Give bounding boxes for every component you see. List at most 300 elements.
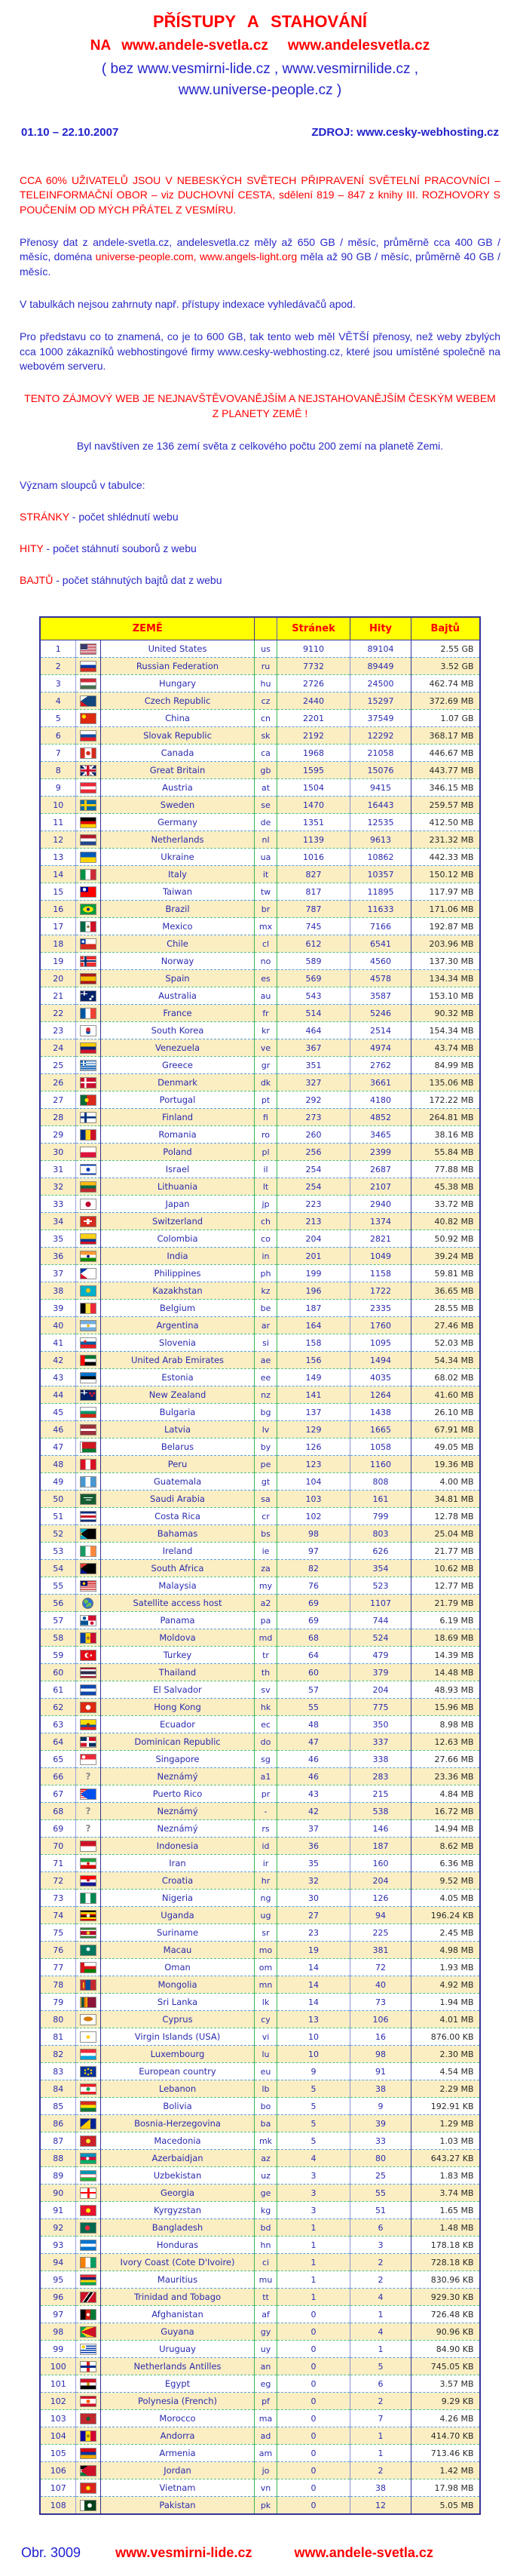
bytes-value: 1.29 MB [411, 2115, 480, 2132]
bytes-value: 6.36 MB [411, 1855, 480, 1872]
transfer-text-b: měla až 90 GB / měsíc, průměrně 40 GB / měsíc. [20, 250, 500, 278]
pages-value: 9 [277, 2063, 350, 2080]
hits-value: 33 [350, 2132, 411, 2150]
country-flag-icon [81, 1859, 96, 1868]
country-flag-icon [83, 1598, 93, 1608]
country-code: gb [255, 762, 277, 779]
table-row [40, 901, 479, 918]
country-code: kr [255, 1022, 277, 1039]
hits-value: 91 [350, 2063, 411, 2080]
hits-value: 215 [350, 1785, 411, 1803]
bytes-value: 830.96 KB [411, 2271, 480, 2289]
hits-value: 55 [350, 2185, 411, 2202]
pages-value: 0 [277, 2375, 350, 2393]
country-code: a2 [255, 1595, 277, 1612]
bytes-value: 1.83 MB [411, 2167, 480, 2185]
country-flag-icon [81, 1581, 96, 1591]
legend-term-bytes: BAJTŮ [20, 574, 54, 587]
country-code: si [255, 1334, 277, 1352]
table-row [40, 953, 479, 970]
rank-cell: 26 [40, 1074, 75, 1091]
rank-cell: 53 [40, 1543, 75, 1560]
bytes-value: 4.54 MB [411, 2063, 480, 2080]
country-code: th [255, 1664, 277, 1681]
country-code: es [255, 970, 277, 987]
rank-cell: 83 [40, 2063, 75, 2080]
hits-value: 1264 [350, 1386, 411, 1404]
hits-value: 2762 [350, 1057, 411, 1074]
country-code: bd [255, 2219, 277, 2237]
flag-cell [75, 1595, 100, 1612]
pages-value: 827 [277, 866, 350, 883]
country-flag-icon [81, 1564, 96, 1574]
country-code: do [255, 1733, 277, 1751]
flag-cell [75, 2254, 100, 2271]
table-row [40, 2254, 479, 2271]
country-name: Netherlands Antilles [100, 2358, 254, 2375]
flag-cell [75, 710, 100, 727]
hits-value: 204 [350, 1681, 411, 1699]
hits-value: 9415 [350, 779, 411, 797]
bytes-value: 84.90 KB [411, 2341, 480, 2358]
pages-value: 0 [277, 2341, 350, 2358]
table-row [40, 1057, 479, 1074]
country-flag-icon [81, 1303, 96, 1313]
table-row [40, 2479, 479, 2497]
country-name: Sweden [100, 797, 254, 814]
country-name: Armenia [100, 2445, 254, 2462]
country-name: Belgium [100, 1300, 254, 1317]
bytes-value: 3.74 MB [411, 2185, 480, 2202]
table-row [40, 710, 479, 727]
country-name: Macedonia [100, 2132, 254, 2150]
country-name: Saudi Arabia [100, 1491, 254, 1508]
pages-value: 1504 [277, 779, 350, 797]
pages-value: 37 [277, 1820, 350, 1838]
rank-cell: 46 [40, 1421, 75, 1438]
bytes-value: 4.00 MB [411, 1473, 480, 1491]
country-name: Greece [100, 1057, 254, 1074]
country-name: Venezuela [100, 1039, 254, 1057]
bytes-value: 23.36 MB [411, 1768, 480, 1785]
pages-value: 1351 [277, 814, 350, 831]
country-flag-icon [81, 1876, 96, 1886]
country-name: Andorra [100, 2427, 254, 2445]
country-name: Croatia [100, 1872, 254, 1890]
table-row [40, 1838, 479, 1855]
country-flag-icon [81, 1095, 96, 1105]
hits-value: 11633 [350, 901, 411, 918]
rank-cell: 70 [40, 1838, 75, 1855]
bytes-value: 4.26 MB [411, 2410, 480, 2427]
bytes-value: 259.57 MB [411, 797, 480, 814]
country-name: Afghanistan [100, 2306, 254, 2323]
flag-cell [75, 1890, 100, 1907]
table-row [40, 2115, 479, 2132]
hits-value: 9 [350, 2098, 411, 2115]
flag-cell [75, 2358, 100, 2375]
hits-value: 3587 [350, 987, 411, 1005]
flag-cell [75, 1005, 100, 1022]
country-code: mo [255, 1942, 277, 1959]
country-code: nz [255, 1386, 277, 1404]
country-flag-icon [81, 1945, 96, 1955]
table-row [40, 1577, 479, 1595]
country-flag-icon [81, 2067, 96, 2077]
hits-value: 9613 [350, 831, 411, 849]
country-flag-icon [81, 2414, 96, 2424]
bytes-value: 414.70 KB [411, 2427, 480, 2445]
excluded-sites-line2[interactable]: www.universe-people.cz ) [178, 81, 342, 98]
bytes-value: 14.94 MB [411, 1820, 480, 1838]
country-flag-icon [81, 766, 96, 775]
hits-value: 146 [350, 1820, 411, 1838]
bytes-value: 3.57 MB [411, 2375, 480, 2393]
pages-value: 82 [277, 1560, 350, 1577]
country-name: Argentina [100, 1317, 254, 1334]
flag-cell [75, 2462, 100, 2479]
country-flag-icon [81, 1963, 96, 1973]
country-name: Latvia [100, 1421, 254, 1438]
country-name: Uzbekistan [100, 2167, 254, 2185]
country-flag-icon [81, 939, 96, 949]
hits-value: 187 [350, 1838, 411, 1855]
rank-cell: 7 [40, 745, 75, 762]
country-name: Malaysia [100, 1577, 254, 1595]
flag-cell [75, 2237, 100, 2254]
country-code: mu [255, 2271, 277, 2289]
flag-cell [75, 2063, 100, 2080]
table-row [40, 918, 479, 935]
rank-cell: 79 [40, 1994, 75, 2011]
country-name: Sri Lanka [100, 1994, 254, 2011]
country-code: za [255, 1560, 277, 1577]
bytes-value: 26.10 MB [411, 1404, 480, 1421]
country-flag-icon [81, 1720, 96, 1730]
table-row [40, 1005, 479, 1022]
rank-cell: 47 [40, 1438, 75, 1456]
pages-value: 137 [277, 1404, 350, 1421]
country-flag-icon [81, 2327, 96, 2337]
flag-cell [75, 2150, 100, 2167]
transfer-domains[interactable]: universe-people.com, www.angels-light.org [95, 250, 298, 263]
flag-cell [75, 675, 100, 692]
country-name: Puerto Rico [100, 1785, 254, 1803]
country-name: Portugal [100, 1091, 254, 1109]
country-flag-icon [81, 1911, 96, 1920]
flag-cell [75, 1664, 100, 1681]
table-row [40, 1126, 479, 1144]
rank-cell: 44 [40, 1386, 75, 1404]
table-row [40, 1352, 479, 1369]
hits-value: 4 [350, 2289, 411, 2306]
country-flag-icon [81, 2102, 96, 2111]
country-code: hn [255, 2237, 277, 2254]
rank-cell: 5 [40, 710, 75, 727]
country-flag-icon [81, 2240, 96, 2250]
bytes-value: 18.69 MB [411, 1629, 480, 1647]
bytes-value: 178.18 KB [411, 2237, 480, 2254]
hits-value: 3 [350, 2237, 411, 2254]
rank-cell: 4 [40, 692, 75, 710]
country-code: ir [255, 1855, 277, 1872]
bytes-value: 4.92 MB [411, 1976, 480, 1994]
country-name: Kazakhstan [100, 1282, 254, 1300]
table-row [40, 2237, 479, 2254]
site-link-2[interactable]: www.andelesvetla.cz [287, 38, 430, 54]
hits-value: 2 [350, 2462, 411, 2479]
country-flag-icon [81, 1182, 96, 1192]
country-flag-icon [81, 1356, 96, 1365]
country-name: Philippines [100, 1265, 254, 1282]
flag-cell [75, 2375, 100, 2393]
country-code: lu [255, 2046, 277, 2063]
table-row [40, 1803, 479, 1820]
country-flag-icon [81, 974, 96, 984]
country-flag-icon [81, 2362, 96, 2372]
country-name: Egypt [100, 2375, 254, 2393]
pages-value: 204 [277, 1230, 350, 1248]
source-link[interactable]: ZDROJ: www.cesky-webhosting.cz [311, 126, 499, 140]
flag-cell [75, 1473, 100, 1491]
table-row [40, 1890, 479, 1907]
hits-value: 1 [350, 2306, 411, 2323]
table-row [40, 1300, 479, 1317]
flag-cell [75, 2341, 100, 2358]
page-title: PŘÍSTUPY A STAHOVÁNÍ [152, 12, 368, 31]
pages-value: 543 [277, 987, 350, 1005]
bytes-value: 728.18 KB [411, 2254, 480, 2271]
country-name: Neznámý [100, 1768, 254, 1785]
country-flag-icon [81, 644, 96, 654]
pages-value: 35 [277, 1855, 350, 1872]
pages-value: 43 [277, 1785, 350, 1803]
country-flag-icon [81, 800, 96, 810]
pages-value: 76 [277, 1577, 350, 1595]
hits-value: 381 [350, 1942, 411, 1959]
rank-cell: 72 [40, 1872, 75, 1890]
table-row [40, 2445, 479, 2462]
hits-value: 15297 [350, 692, 411, 710]
rank-cell: 18 [40, 935, 75, 953]
country-flag-icon [81, 1026, 96, 1036]
country-name: Switzerland [100, 1213, 254, 1230]
table-row [40, 2375, 479, 2393]
pages-value: 787 [277, 901, 350, 918]
hits-value: 80 [350, 2150, 411, 2167]
pages-value: 569 [277, 970, 350, 987]
flag-cell [75, 1438, 100, 1456]
hits-value: 73 [350, 1994, 411, 2011]
country-code: am [255, 2445, 277, 2462]
column-header-bytes: Bajtů [411, 617, 480, 640]
hits-value: 89449 [350, 658, 411, 675]
hits-value: 225 [350, 1924, 411, 1942]
country-name: Nigeria [100, 1890, 254, 1907]
hits-value: 3465 [350, 1126, 411, 1144]
rank-cell: 69 [40, 1820, 75, 1838]
country-code: de [255, 814, 277, 831]
country-code: uy [255, 2341, 277, 2358]
country-flag-icon [81, 1390, 96, 1400]
hits-value: 6 [350, 2375, 411, 2393]
pages-value: 14 [277, 1976, 350, 1994]
country-code: - [255, 1803, 277, 1820]
rank-cell: 40 [40, 1317, 75, 1334]
country-flag-icon [81, 2501, 96, 2510]
bytes-value: 5.05 MB [411, 2497, 480, 2515]
country-name: Brazil [100, 901, 254, 918]
rank-cell: 45 [40, 1404, 75, 1421]
hits-value: 338 [350, 1751, 411, 1768]
bytes-value: 36.65 MB [411, 1282, 480, 1300]
meta-row [21, 126, 499, 139]
table-row [40, 762, 479, 779]
hits-value: 775 [350, 1699, 411, 1716]
table-row [40, 1959, 479, 1976]
hits-value: 2687 [350, 1161, 411, 1178]
table-row [40, 1508, 479, 1525]
pages-value: 164 [277, 1317, 350, 1334]
country-code: fi [255, 1109, 277, 1126]
flag-cell [75, 1681, 100, 1699]
bytes-value: 1.65 MB [411, 2202, 480, 2219]
bytes-value: 8.98 MB [411, 1716, 480, 1733]
rank-cell: 88 [40, 2150, 75, 2167]
hits-value: 51 [350, 2202, 411, 2219]
bytes-value: 713.46 KB [411, 2445, 480, 2462]
pages-value: 327 [277, 1074, 350, 1091]
flag-cell [75, 1525, 100, 1543]
flag-cell [75, 1300, 100, 1317]
table-row [40, 1404, 479, 1421]
footer-link-2[interactable]: www.andele-svetla.cz [294, 2545, 433, 2561]
pages-value: 123 [277, 1456, 350, 1473]
country-flag-icon [81, 714, 96, 723]
rank-cell: 13 [40, 849, 75, 866]
rank-cell: 21 [40, 987, 75, 1005]
rank-cell: 12 [40, 831, 75, 849]
flag-cell [75, 918, 100, 935]
country-code: ci [255, 2254, 277, 2271]
pages-value: 2440 [277, 692, 350, 710]
pages-value: 745 [277, 918, 350, 935]
flag-cell [75, 1508, 100, 1525]
pages-value: 612 [277, 935, 350, 953]
bytes-value: 192.87 MB [411, 918, 480, 935]
country-flag-icon [81, 1685, 96, 1695]
country-name: Bolivia [100, 2098, 254, 2115]
table-row [40, 1907, 479, 1924]
hits-value: 106 [350, 2011, 411, 2028]
rank-cell: 43 [40, 1369, 75, 1386]
table-row [40, 692, 479, 710]
pages-value: 2726 [277, 675, 350, 692]
country-code: be [255, 1300, 277, 1317]
figure-label: Obr. 3009 [21, 2545, 81, 2561]
country-flag-icon [81, 2084, 96, 2094]
rank-cell: 33 [40, 1196, 75, 1213]
pages-value: 3 [277, 2202, 350, 2219]
table-header-row [40, 617, 479, 640]
table-row [40, 1543, 479, 1560]
pages-value: 69 [277, 1595, 350, 1612]
country-code: ad [255, 2427, 277, 2445]
country-flag-icon [81, 1442, 96, 1452]
flag-cell [75, 1039, 100, 1057]
hits-value: 354 [350, 1560, 411, 1577]
country-code: bo [255, 2098, 277, 2115]
rank-cell: 89 [40, 2167, 75, 2185]
flag-cell [75, 1248, 100, 1265]
country-code: gr [255, 1057, 277, 1074]
pages-value: 0 [277, 2497, 350, 2515]
country-code: sr [255, 1924, 277, 1942]
country-name: Estonia [100, 1369, 254, 1386]
rank-cell: 77 [40, 1959, 75, 1976]
country-name: Iran [100, 1855, 254, 1872]
flag-cell [75, 2445, 100, 2462]
table-row [40, 2393, 479, 2410]
footer-link-1[interactable]: www.vesmirni-lide.cz [115, 2545, 252, 2561]
table-row [40, 1716, 479, 1733]
table-row [40, 2271, 479, 2289]
country-stats-table [39, 616, 480, 2515]
flag-cell [75, 2132, 100, 2150]
country-name: Guatemala [100, 1473, 254, 1491]
pages-value: 103 [277, 1491, 350, 1508]
bytes-value: 12.77 MB [411, 1577, 480, 1595]
rank-cell: 65 [40, 1751, 75, 1768]
hits-value: 337 [350, 1733, 411, 1751]
hits-value: 283 [350, 1768, 411, 1785]
flag-cell [75, 1057, 100, 1074]
excluded-sites-line1[interactable]: ( bez www.vesmirni-lide.cz , www.vesmirnilide.cz , [101, 61, 419, 77]
intro-paragraph: CCA 60% UŽIVATELŮ JSOU V NEBESKÝCH SVĚTECH PŘIPRAVENÍ SVĚTELNÍ PRACOVNÍCI – TELEINFORMAČNÍ OBOR – viz DUCHOVNÍ CESTA, sdělení 819 – 847 z knihy III. ROZHOVORY S POUČENÍM OD MÝCH PŘÁTEL Z VESMÍRU. [20, 174, 500, 216]
rank-cell: 15 [40, 883, 75, 901]
bytes-value: 12.63 MB [411, 1733, 480, 1751]
flag-cell [75, 1733, 100, 1751]
country-code: an [255, 2358, 277, 2375]
country-code: ee [255, 1369, 277, 1386]
legend-desc-hits: - počet stáhnutí souborů z webu [46, 542, 197, 555]
country-code: my [255, 1577, 277, 1595]
country-flag-icon [81, 2344, 96, 2354]
pages-value: 5 [277, 2115, 350, 2132]
bytes-value: 1.94 MB [411, 1994, 480, 2011]
country-flag-icon [81, 1529, 96, 1539]
bytes-value: 16.72 MB [411, 1803, 480, 1820]
flag-cell [75, 831, 100, 849]
flag-cell [75, 2289, 100, 2306]
country-code: pe [255, 1456, 277, 1473]
country-code: uz [255, 2167, 277, 2185]
country-flag-icon [81, 2032, 96, 2042]
rank-cell: 54 [40, 1560, 75, 1577]
site-link-1[interactable]: www.andele-svetla.cz [121, 38, 268, 54]
hits-value: 1158 [350, 1265, 411, 1282]
table-row [40, 2462, 479, 2479]
table-row [40, 814, 479, 831]
country-code: br [255, 901, 277, 918]
country-name: Costa Rica [100, 1508, 254, 1525]
country-flag-icon [81, 2188, 96, 2198]
table-row [40, 2150, 479, 2167]
legend-term-pages: STRÁNKY [20, 511, 69, 523]
country-flag-icon [81, 2431, 96, 2441]
pages-value: 5 [277, 2132, 350, 2150]
country-flag-icon [81, 748, 96, 758]
